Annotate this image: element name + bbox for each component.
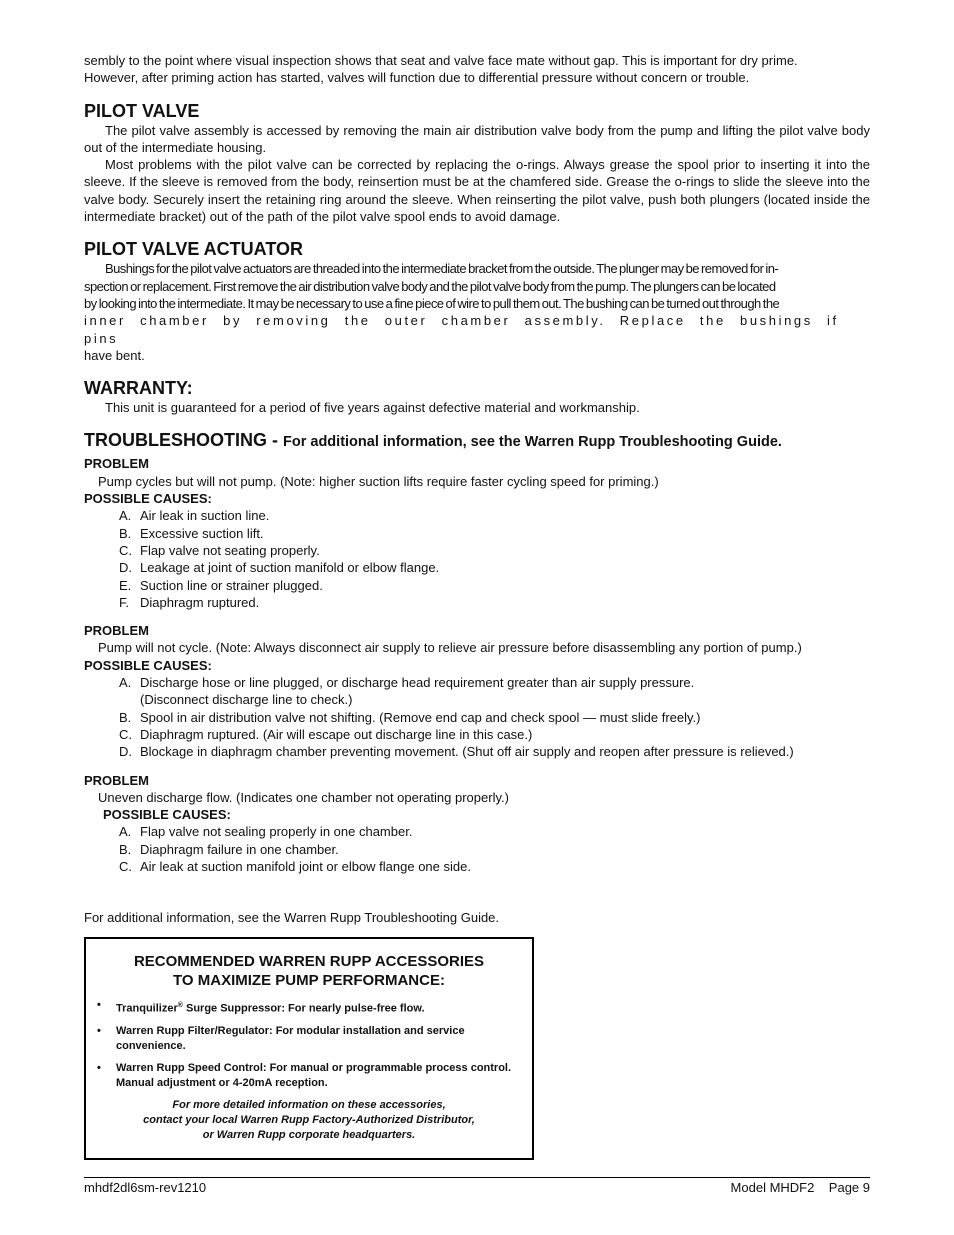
list-item [119, 674, 870, 709]
troubleshooting-section [84, 429, 870, 925]
list-text: Diaphragm ruptured. [140, 594, 260, 610]
actuator-heading: PILOT VALVE ACTUATOR [84, 239, 303, 260]
actuator-line-2: spection or replacement. First remove the air distribution valve body and the pilot valve body from the pump. The plungers can be located [84, 278, 776, 294]
bullet-icon: • [97, 1024, 101, 1037]
list-item [119, 525, 870, 542]
accessory-item-speed-control [97, 1061, 518, 1091]
list-text: Diaphragm ruptured. (Air will escape out discharge line in this case.) [140, 726, 533, 742]
list-letter: B. [119, 841, 132, 857]
problem-label: PROBLEM [84, 623, 149, 639]
troubleshooting-heading [84, 429, 870, 453]
list-letter: C. [119, 542, 132, 558]
troubleshooting-title: TROUBLESHOOTING - [84, 430, 283, 451]
list-letter: C. [119, 858, 132, 874]
problem-block-2 [84, 622, 870, 760]
accessories-box [84, 937, 534, 1160]
list-item [119, 709, 870, 726]
problem-text: Uneven discharge flow. (Indicates one chamber not operating properly.) [98, 789, 509, 805]
list-letter: A. [119, 508, 132, 524]
actuator-line-3: by looking into the intermediate. It may be necessary to use a fine piece of wire to pull them out. The bushing can be turned out through the [84, 295, 780, 311]
list-text: Flap valve not sealing properly in one chamber. [140, 824, 413, 840]
document-id: mhdf2dl6sm-rev1210 [84, 1180, 207, 1195]
possible-causes-label: POSSIBLE CAUSES: [84, 657, 212, 673]
list-item [119, 507, 870, 524]
bullet-icon: • [97, 1061, 101, 1074]
contact-line-3: or Warren Rupp corporate headquarters. [202, 1128, 416, 1141]
list-letter: E. [119, 577, 132, 593]
problem-text: Pump cycles but will not pump. (Note: higher suction lifts require faster cycling speed for priming.) [98, 473, 659, 489]
accessory-text: Surge Suppressor: For nearly pulse-free flow. [182, 1002, 425, 1015]
accessories-title [86, 952, 532, 990]
list-item [119, 577, 870, 594]
warranty-text: This unit is guaranteed for a period of five years against defective material and workmanship. [105, 400, 640, 416]
list-text: Spool in air distribution valve not shifting. (Remove end cap and check spool — must slide freely.) [140, 709, 701, 725]
page-content [84, 52, 870, 925]
problem-text: Pump will not cycle. (Note: Always disconnect air supply to relieve air pressure before disassembling any portion of pump.) [98, 640, 802, 656]
list-item [119, 823, 870, 840]
list-item [119, 726, 870, 743]
list-text: Suction line or strainer plugged. [140, 577, 323, 593]
possible-causes-label: POSSIBLE CAUSES: [84, 491, 212, 507]
problem-label: PROBLEM [84, 456, 149, 472]
registered-mark: ® [177, 1002, 183, 1009]
causes-list [84, 823, 870, 875]
accessory-name: Tranquilizer [116, 1002, 178, 1015]
list-text: Air leak at suction manifold joint or elbow flange one side. [140, 858, 471, 874]
list-letter: F. [119, 594, 130, 610]
causes-list [84, 674, 870, 760]
actuator-section [84, 238, 870, 364]
list-letter: A. [119, 824, 132, 840]
list-item [119, 559, 870, 576]
list-text: Diaphragm failure in one chamber. [140, 841, 339, 857]
accessory-text: Warren Rupp Filter/Regulator: For modular installation and service convenience. [116, 1024, 465, 1052]
list-letter: D. [119, 744, 132, 760]
actuator-line-5: have bent. [84, 347, 145, 363]
list-text: Excessive suction lift. [140, 525, 264, 541]
actuator-line-4: inner chamber by removing the outer chamber assembly. Replace the bushings if pins [84, 313, 839, 346]
list-letter: B. [119, 709, 132, 725]
warranty-heading: WARRANTY: [84, 378, 193, 399]
possible-causes-label: POSSIBLE CAUSES: [103, 807, 231, 823]
list-item [119, 594, 870, 611]
actuator-line-1: Bushings for the pilot valve actuators are threaded into the intermediate bracket from the outside. The plunger may be removed for in- [105, 261, 779, 277]
list-text: Leakage at joint of suction manifold or elbow flange. [140, 560, 440, 576]
list-text: Blockage in diaphragm chamber preventing movement. (Shut off air supply and reopen after pressure is relieved.) [140, 744, 794, 760]
problem-block-3 [84, 772, 870, 876]
list-item [119, 542, 870, 559]
accessory-text: Warren Rupp Speed Control: For manual or programmable process control. Manual adjustment or 4-20mA reception. [116, 1061, 512, 1089]
accessory-item-tranquilizer [97, 998, 518, 1017]
list-item [119, 858, 870, 875]
footer-divider [84, 1177, 870, 1178]
list-letter: D. [119, 560, 132, 576]
problem-label: PROBLEM [84, 772, 149, 788]
accessories-title-line-1: RECOMMENDED WARREN RUPP ACCESSORIES [133, 953, 485, 970]
list-text-continued: (Disconnect discharge line to check.) [140, 692, 353, 708]
list-text: Flap valve not seating properly. [140, 542, 320, 558]
pilot-valve-paragraph-1: The pilot valve assembly is accessed by removing the main air distribution valve body from the pump and lifting the pilot valve body out of the intermediate housing. [84, 122, 870, 155]
contact-line-2: contact your local Warren Rupp Factory-Authorized Distributor, [143, 1113, 475, 1126]
list-item [119, 743, 870, 760]
problem-block-1 [84, 455, 870, 611]
accessories-contact-note [86, 1098, 532, 1143]
contact-line-1: For more detailed information on these accessories, [172, 1098, 446, 1111]
causes-list [84, 507, 870, 611]
pilot-valve-heading: PILOT VALVE [84, 100, 200, 121]
accessory-item-filter-regulator [97, 1024, 518, 1054]
warranty-section [84, 377, 870, 416]
intro-paragraph [84, 52, 870, 87]
intro-line-2: However, after priming action has started, valves will function due to differential pressure without concern or trouble. [84, 70, 750, 86]
list-letter: A. [119, 675, 132, 691]
list-letter: B. [119, 525, 132, 541]
model-page-number: Model MHDF2 Page 9 [730, 1180, 870, 1195]
accessories-title-line-2: TO MAXIMIZE PUMP PERFORMANCE: [173, 972, 445, 989]
troubleshooting-footer-note: For additional information, see the Warren Rupp Troubleshooting Guide. [84, 910, 500, 926]
list-letter: C. [119, 726, 132, 742]
pilot-valve-section [84, 100, 870, 226]
bullet-icon: • [97, 999, 101, 1011]
pilot-valve-paragraph-2: Most problems with the pilot valve can be corrected by replacing the o-rings. Always grease the spool prior to inserting it into the sleeve. If the sleeve is removed from the body, reinsertion must be at the chamfered side. Grease the o-rings to slide the sleeve into the valve body. Securely insert the retaining ring around the sleeve. When reinserting the pilot valve, push both plungers (located inside the intermediate bracket) out of the path of the pilot valve spool ends to avoid damage. [84, 157, 870, 225]
list-text: Air leak in suction line. [140, 508, 270, 524]
troubleshooting-subtitle: For additional information, see the Warren Rupp Troubleshooting Guide. [283, 434, 782, 451]
list-item [119, 841, 870, 858]
accessories-list [86, 998, 532, 1091]
intro-line-1: sembly to the point where visual inspection shows that seat and valve face mate without gap. This is important for dry prime. [84, 53, 798, 68]
list-text: Discharge hose or line plugged, or discharge head requirement greater than air supply pressure. [140, 675, 695, 691]
